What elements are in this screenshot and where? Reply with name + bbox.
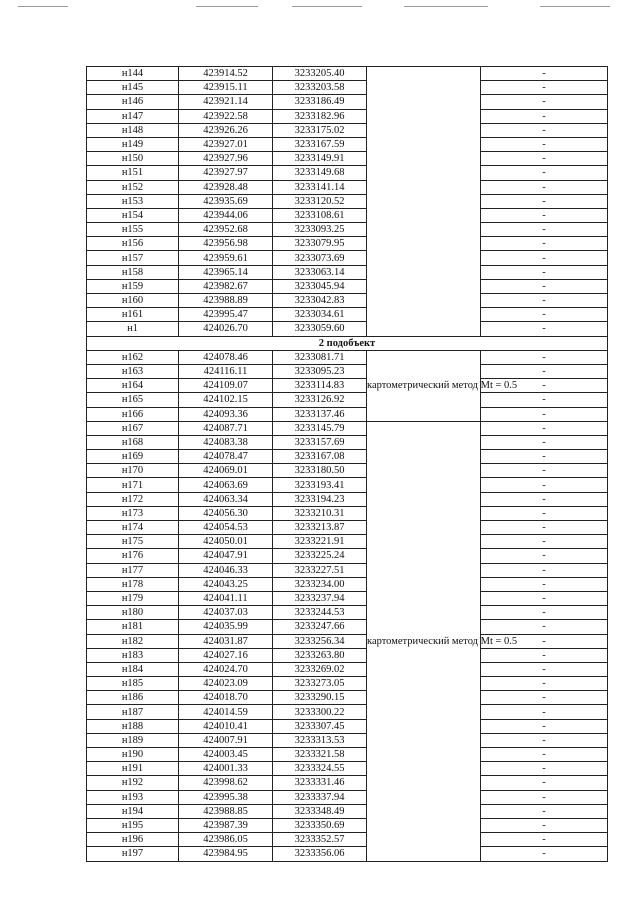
accuracy-value: -: [481, 705, 608, 719]
point-name: н170: [87, 464, 179, 478]
accuracy-value: -: [481, 166, 608, 180]
coord-x: 423921.14: [179, 95, 273, 109]
table-row: [87, 677, 608, 691]
point-name: н145: [87, 81, 179, 95]
coord-x: 423995.38: [179, 790, 273, 804]
coord-y: 3233073.69: [273, 251, 367, 265]
accuracy-value: -: [481, 123, 608, 137]
coord-x: 423944.06: [179, 208, 273, 222]
coord-x: 423915.11: [179, 81, 273, 95]
accuracy-value: -: [481, 648, 608, 662]
accuracy-value: -: [481, 364, 608, 378]
point-name: н148: [87, 123, 179, 137]
table-row: [87, 137, 608, 151]
point-name: н158: [87, 265, 179, 279]
coord-x: 424010.41: [179, 719, 273, 733]
scan-artifact-line: [196, 6, 258, 7]
coord-x: 423927.96: [179, 152, 273, 166]
table-row: [87, 818, 608, 832]
coord-y: 3233203.58: [273, 81, 367, 95]
accuracy-value: -: [481, 81, 608, 95]
table-row: [87, 648, 608, 662]
coord-y: 3233108.61: [273, 208, 367, 222]
scan-artifact-line: [404, 6, 488, 7]
coord-x: 424018.70: [179, 691, 273, 705]
coord-y: 3233247.66: [273, 620, 367, 634]
table-row: [87, 847, 608, 861]
point-name: н165: [87, 393, 179, 407]
table-row: [87, 279, 608, 293]
coord-y: 3233234.00: [273, 577, 367, 591]
point-name: н184: [87, 662, 179, 676]
accuracy-value: -: [481, 506, 608, 520]
coord-y: 3233331.46: [273, 776, 367, 790]
table-row: [87, 719, 608, 733]
table-row: [87, 223, 608, 237]
coord-y: 3233313.53: [273, 733, 367, 747]
coord-y: 3233137.46: [273, 407, 367, 421]
point-name: н197: [87, 847, 179, 861]
coord-x: 424083.38: [179, 435, 273, 449]
accuracy-value: -: [481, 833, 608, 847]
point-name: н147: [87, 109, 179, 123]
coord-y: 3233352.57: [273, 833, 367, 847]
table-row: [87, 691, 608, 705]
coord-y: 3233180.50: [273, 464, 367, 478]
coord-x: 423998.62: [179, 776, 273, 790]
accuracy-value: -: [481, 194, 608, 208]
point-name: н159: [87, 279, 179, 293]
coord-x: 423922.58: [179, 109, 273, 123]
coord-y: 3233213.87: [273, 521, 367, 535]
point-name: н155: [87, 223, 179, 237]
table-row: [87, 322, 608, 336]
coord-x: 424003.45: [179, 748, 273, 762]
point-name: н149: [87, 137, 179, 151]
table-row: [87, 109, 608, 123]
accuracy-value: -: [481, 464, 608, 478]
table-row: [87, 748, 608, 762]
accuracy-value: -: [481, 804, 608, 818]
coord-y: 3233045.94: [273, 279, 367, 293]
coord-y: 3233348.49: [273, 804, 367, 818]
accuracy-value: -: [481, 478, 608, 492]
coord-y: 3233324.55: [273, 762, 367, 776]
coord-y: 3233269.02: [273, 662, 367, 676]
point-name: н157: [87, 251, 179, 265]
table-row: [87, 379, 608, 393]
coord-x: 423927.01: [179, 137, 273, 151]
accuracy-value: -: [481, 393, 608, 407]
coord-x: 423927.97: [179, 166, 273, 180]
coord-y: 3233034.61: [273, 308, 367, 322]
table-row: [87, 790, 608, 804]
coord-y: 3233145.79: [273, 421, 367, 435]
coord-y: 3233095.23: [273, 364, 367, 378]
accuracy-value: -: [481, 350, 608, 364]
coord-x: 424007.91: [179, 733, 273, 747]
point-name: н172: [87, 492, 179, 506]
coord-x: 423986.05: [179, 833, 273, 847]
point-name: н151: [87, 166, 179, 180]
coord-x: 423995.47: [179, 308, 273, 322]
accuracy-value: -: [481, 265, 608, 279]
coord-y: 3233079.95: [273, 237, 367, 251]
point-name: н193: [87, 790, 179, 804]
accuracy-value: -: [481, 549, 608, 563]
coord-x: 423965.14: [179, 265, 273, 279]
coord-y: 3233256.34: [273, 634, 367, 648]
table-row: [87, 166, 608, 180]
coord-y: 3233237.94: [273, 591, 367, 605]
table-row: [87, 492, 608, 506]
point-name: н183: [87, 648, 179, 662]
coord-x: 424063.69: [179, 478, 273, 492]
coord-x: 424109.07: [179, 379, 273, 393]
coord-y: 3233182.96: [273, 109, 367, 123]
coord-x: 424043.25: [179, 577, 273, 591]
scan-artifact-line: [540, 6, 610, 7]
table-row: [87, 152, 608, 166]
coord-x: 424035.99: [179, 620, 273, 634]
coord-y: 3233194.23: [273, 492, 367, 506]
point-name: н175: [87, 535, 179, 549]
coord-x: 424037.03: [179, 606, 273, 620]
accuracy-value: -: [481, 251, 608, 265]
table-row: [87, 308, 608, 322]
point-name: н192: [87, 776, 179, 790]
coord-y: 3233114.83: [273, 379, 367, 393]
coord-y: 3233290.15: [273, 691, 367, 705]
table-row: [87, 265, 608, 279]
accuracy-value: -: [481, 719, 608, 733]
coord-x: 424054.53: [179, 521, 273, 535]
coord-x: 423914.52: [179, 67, 273, 81]
table-row: [87, 506, 608, 520]
coord-x: 423984.95: [179, 847, 273, 861]
coord-y: 3233157.69: [273, 435, 367, 449]
coord-x: 423988.85: [179, 804, 273, 818]
coord-x: 423926.26: [179, 123, 273, 137]
coord-y: 3233205.40: [273, 67, 367, 81]
coord-y: 3233126.92: [273, 393, 367, 407]
point-name: н182: [87, 634, 179, 648]
table-row: [87, 662, 608, 676]
table-row: [87, 421, 608, 435]
coord-x: 423982.67: [179, 279, 273, 293]
coord-y: 3233059.60: [273, 322, 367, 336]
accuracy-value: -: [481, 606, 608, 620]
method-blank: [367, 67, 481, 337]
coord-y: 3233307.45: [273, 719, 367, 733]
table-row: [87, 705, 608, 719]
accuracy-value: -: [481, 180, 608, 194]
point-name: н177: [87, 563, 179, 577]
point-name: н178: [87, 577, 179, 591]
method-note: картометрический метод Mt = 0.5: [367, 350, 481, 421]
coord-x: 424050.01: [179, 535, 273, 549]
coord-x: 423987.39: [179, 818, 273, 832]
table-row: [87, 563, 608, 577]
coord-x: 424047.91: [179, 549, 273, 563]
table-row: [87, 450, 608, 464]
accuracy-value: -: [481, 67, 608, 81]
accuracy-value: -: [481, 152, 608, 166]
accuracy-value: -: [481, 95, 608, 109]
accuracy-value: -: [481, 492, 608, 506]
accuracy-value: -: [481, 847, 608, 861]
point-name: н166: [87, 407, 179, 421]
table-row: [87, 208, 608, 222]
coord-y: 3233227.51: [273, 563, 367, 577]
accuracy-value: -: [481, 591, 608, 605]
table-row: [87, 535, 608, 549]
table-row: [87, 393, 608, 407]
accuracy-value: -: [481, 109, 608, 123]
accuracy-value: -: [481, 662, 608, 676]
coord-y: 3233273.05: [273, 677, 367, 691]
coord-x: 424069.01: [179, 464, 273, 478]
coord-x: 423959.61: [179, 251, 273, 265]
table-row: [87, 350, 608, 364]
point-name: н163: [87, 364, 179, 378]
coord-y: 3233167.59: [273, 137, 367, 151]
coord-y: 3233141.14: [273, 180, 367, 194]
accuracy-value: -: [481, 322, 608, 336]
table-row: [87, 81, 608, 95]
accuracy-value: -: [481, 677, 608, 691]
coord-y: 3233149.91: [273, 152, 367, 166]
coord-y: 3233221.91: [273, 535, 367, 549]
table-row: [87, 620, 608, 634]
point-name: н168: [87, 435, 179, 449]
coord-y: 3233093.25: [273, 223, 367, 237]
coord-y: 3233225.24: [273, 549, 367, 563]
coord-x: 424102.15: [179, 393, 273, 407]
coord-x: 424023.09: [179, 677, 273, 691]
table-row: [87, 194, 608, 208]
accuracy-value: -: [481, 237, 608, 251]
table-row: [87, 577, 608, 591]
scan-artifact-line: [18, 6, 68, 7]
point-name: н179: [87, 591, 179, 605]
accuracy-value: -: [481, 748, 608, 762]
point-name: н152: [87, 180, 179, 194]
accuracy-value: -: [481, 137, 608, 151]
table-row: [87, 364, 608, 378]
point-name: н185: [87, 677, 179, 691]
accuracy-value: -: [481, 521, 608, 535]
accuracy-value: -: [481, 407, 608, 421]
table-row: [87, 237, 608, 251]
accuracy-value: -: [481, 421, 608, 435]
point-name: н195: [87, 818, 179, 832]
point-name: н161: [87, 308, 179, 322]
table-row: [87, 435, 608, 449]
table-row: [87, 549, 608, 563]
coord-x: 424041.11: [179, 591, 273, 605]
table-row: [87, 464, 608, 478]
coord-x: 424063.34: [179, 492, 273, 506]
coord-y: 3233350.69: [273, 818, 367, 832]
accuracy-value: -: [481, 450, 608, 464]
coord-x: 423952.68: [179, 223, 273, 237]
method-note: картометрический метод Mt = 0.5: [367, 421, 481, 861]
coord-y: 3233042.83: [273, 294, 367, 308]
table-row: [87, 294, 608, 308]
point-name: н188: [87, 719, 179, 733]
coord-y: 3233210.31: [273, 506, 367, 520]
coord-y: 3233356.06: [273, 847, 367, 861]
coord-x: 424078.46: [179, 350, 273, 364]
point-name: н156: [87, 237, 179, 251]
accuracy-value: -: [481, 563, 608, 577]
coord-y: 3233193.41: [273, 478, 367, 492]
point-name: н174: [87, 521, 179, 535]
point-name: н171: [87, 478, 179, 492]
coord-y: 3233081.71: [273, 350, 367, 364]
point-name: н160: [87, 294, 179, 308]
coord-x: 424056.30: [179, 506, 273, 520]
table-row: [87, 762, 608, 776]
coord-y: 3233063.14: [273, 265, 367, 279]
point-name: н190: [87, 748, 179, 762]
point-name: н167: [87, 421, 179, 435]
coord-x: 424046.33: [179, 563, 273, 577]
coord-x: 424014.59: [179, 705, 273, 719]
accuracy-value: -: [481, 208, 608, 222]
coord-y: 3233244.53: [273, 606, 367, 620]
table-row: [87, 591, 608, 605]
accuracy-value: -: [481, 223, 608, 237]
table-row: [87, 251, 608, 265]
coord-y: 3233175.02: [273, 123, 367, 137]
accuracy-value: -: [481, 818, 608, 832]
point-name: н169: [87, 450, 179, 464]
table-row: [87, 804, 608, 818]
accuracy-value: -: [481, 535, 608, 549]
accuracy-value: -: [481, 776, 608, 790]
scan-artifact-line: [292, 6, 362, 7]
point-name: н180: [87, 606, 179, 620]
coord-x: 424024.70: [179, 662, 273, 676]
coord-x: 424093.36: [179, 407, 273, 421]
point-name: н1: [87, 322, 179, 336]
accuracy-value: -: [481, 762, 608, 776]
accuracy-value: -: [481, 790, 608, 804]
coord-x: 424116.11: [179, 364, 273, 378]
table-row: [87, 123, 608, 137]
table-row: [87, 478, 608, 492]
coord-x: 424001.33: [179, 762, 273, 776]
coord-x: 423935.69: [179, 194, 273, 208]
point-name: н150: [87, 152, 179, 166]
accuracy-value: -: [481, 634, 608, 648]
table-row: [87, 521, 608, 535]
table-row: [87, 67, 608, 81]
point-name: н146: [87, 95, 179, 109]
point-name: н187: [87, 705, 179, 719]
coord-y: 3233186.49: [273, 95, 367, 109]
table-row: [87, 733, 608, 747]
accuracy-value: -: [481, 435, 608, 449]
table-row: [87, 95, 608, 109]
coord-x: 424087.71: [179, 421, 273, 435]
accuracy-value: -: [481, 279, 608, 293]
coord-x: 424027.16: [179, 648, 273, 662]
accuracy-value: -: [481, 577, 608, 591]
point-name: н164: [87, 379, 179, 393]
coord-y: 3233120.52: [273, 194, 367, 208]
coordinates-table: [86, 66, 608, 862]
coord-x: 423928.48: [179, 180, 273, 194]
coord-y: 3233263.80: [273, 648, 367, 662]
accuracy-value: -: [481, 620, 608, 634]
point-name: н173: [87, 506, 179, 520]
point-name: н181: [87, 620, 179, 634]
accuracy-value: -: [481, 308, 608, 322]
table-row: [87, 180, 608, 194]
coord-y: 3233149.68: [273, 166, 367, 180]
table-row: [87, 833, 608, 847]
point-name: н144: [87, 67, 179, 81]
point-name: н189: [87, 733, 179, 747]
table-row: [87, 606, 608, 620]
subobject-header: 2 подобъект: [87, 336, 608, 350]
coord-y: 3233321.58: [273, 748, 367, 762]
accuracy-value: -: [481, 733, 608, 747]
point-name: н153: [87, 194, 179, 208]
table-row: [87, 634, 608, 648]
accuracy-value: -: [481, 294, 608, 308]
coord-x: 424078.47: [179, 450, 273, 464]
coord-x: 424026.70: [179, 322, 273, 336]
point-name: н191: [87, 762, 179, 776]
coord-x: 424031.87: [179, 634, 273, 648]
coord-x: 423988.89: [179, 294, 273, 308]
point-name: н176: [87, 549, 179, 563]
table-row: [87, 407, 608, 421]
accuracy-value: -: [481, 691, 608, 705]
table-row: [87, 776, 608, 790]
point-name: н196: [87, 833, 179, 847]
point-name: н186: [87, 691, 179, 705]
coord-y: 3233337.94: [273, 790, 367, 804]
coord-y: 3233300.22: [273, 705, 367, 719]
point-name: н154: [87, 208, 179, 222]
point-name: н162: [87, 350, 179, 364]
point-name: н194: [87, 804, 179, 818]
subobject-header-row: [87, 336, 608, 350]
accuracy-value: -: [481, 379, 608, 393]
coord-x: 423956.98: [179, 237, 273, 251]
coord-y: 3233167.08: [273, 450, 367, 464]
